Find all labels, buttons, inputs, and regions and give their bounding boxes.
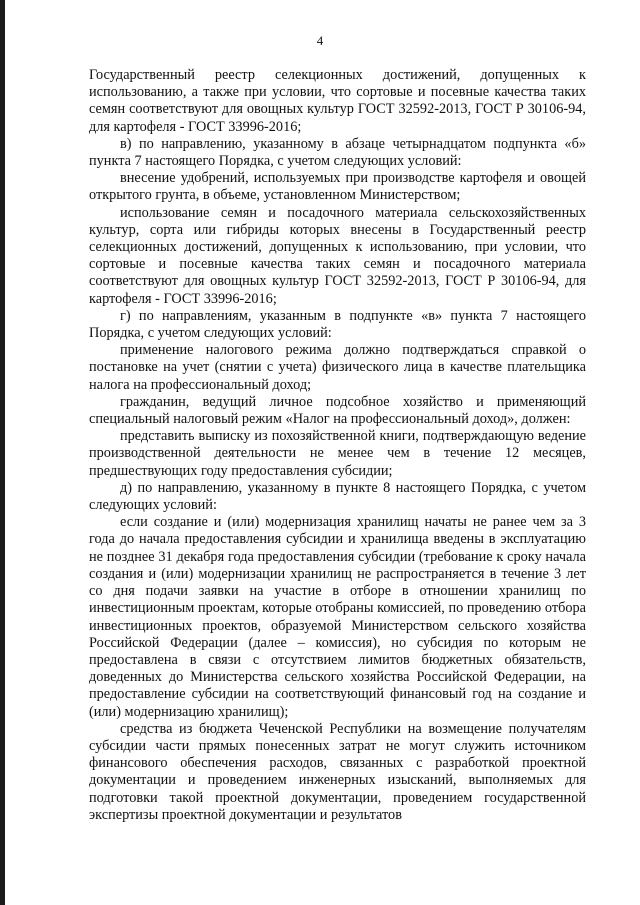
scan-left-edge — [0, 0, 5, 905]
paragraph-fertilizer: внесение удобрений, используемых при производстве картофеля и овощей открытого грунта, в объеме, установленном Министерством; — [89, 170, 586, 204]
paragraph-seeds: использование семян и посадочного материала сельскохозяйственных культур, сорта или гибриды которых внесены в Государственный реестр селекционных достижений, допущенных к использованию, при условии, что сортовые и посевные качества таких семян и посадочного материала соответствуют для овощных культур ГОСТ 32592-2013, ГОСТ Р 30106-94, для картофеля - ГОСТ 33996-2016; — [89, 204, 586, 307]
paragraph-subitem-v: в) по направлению, указанному в абзаце четырнадцатом подпункта «б» пункта 7 настоящего Порядка, с учетом следующих условий: — [89, 135, 586, 170]
paragraph-storage: если создание и (или) модернизация хранилищ начаты не ранее чем за 3 года до начала предоставления субсидии и хранилища введены в эксплуатацию не позднее 31 декабря года предоставления субсидии (требование к сроку начала создания и (или) модернизации хранилищ не распространяется в течение 3 лет со дня подачи заявки на участие в отборе в отношении хранилищ по инвестиционным проектам, которые отобраны комиссией, по проведению отбора инвестиционных проектов, образуемой Министерством сельского хозяйства Российской Федерации (далее – комиссия), но субсидия по которым не предоставлена в связи с отсутствием лимитов бюджетных обязательств, доведенных до Министерства сельского хозяйства Российской Федерации, на предоставление субсидии на соответствующий финансовый год на создание и (или) модернизацию хранилищ); — [89, 514, 586, 720]
paragraph-household-book: представить выписку из похозяйственной книги, подтверждающую ведение производственной деятельности не менее чем в течение 12 месяцев, предшествующих году предоставления субсидии; — [89, 428, 586, 479]
paragraph-tax-regime: применение налогового режима должно подтверждаться справкой о постановке на учет (снятии с учета) физического лица в качестве плательщика налога на профессиональный доход; — [89, 342, 586, 393]
document-body — [89, 67, 586, 824]
paragraph-citizen: гражданин, ведущий личное подсобное хозяйство и применяющий специальный налоговый режим «Налог на профессиональный доход», должен: — [89, 393, 586, 428]
paragraph-subitem-g: г) по направлениям, указанным в подпункте «в» пункта 7 настоящего Порядка, с учетом следующих условий: — [89, 307, 586, 342]
paragraph-subitem-d: д) по направлению, указанному в пункте 8 настоящего Порядка, с учетом следующих условий: — [89, 479, 586, 514]
paragraph-budget-funds: средства из бюджета Чеченской Республики на возмещение получателям субсидии части прямых понесенных затрат не могут служить источником финансового обеспечения расходов, связанных с разработкой проектной документации и проведением инженерных изысканий, выполняемых для подготовки такой проектной документации, проведением государственной экспертизы проектной документации и результатов — [89, 720, 586, 823]
page-number: 4 — [316, 33, 324, 48]
paragraph-reestr-continuation: Государственный реестр селекционных достижений, допущенных к использованию, а также при условии, что сортовые и посевные качества таких семян соответствуют для овощных культур ГОСТ 32592-2013, ГОСТ Р 30106-94, для картофеля - ГОСТ 33996-2016; — [89, 67, 586, 135]
